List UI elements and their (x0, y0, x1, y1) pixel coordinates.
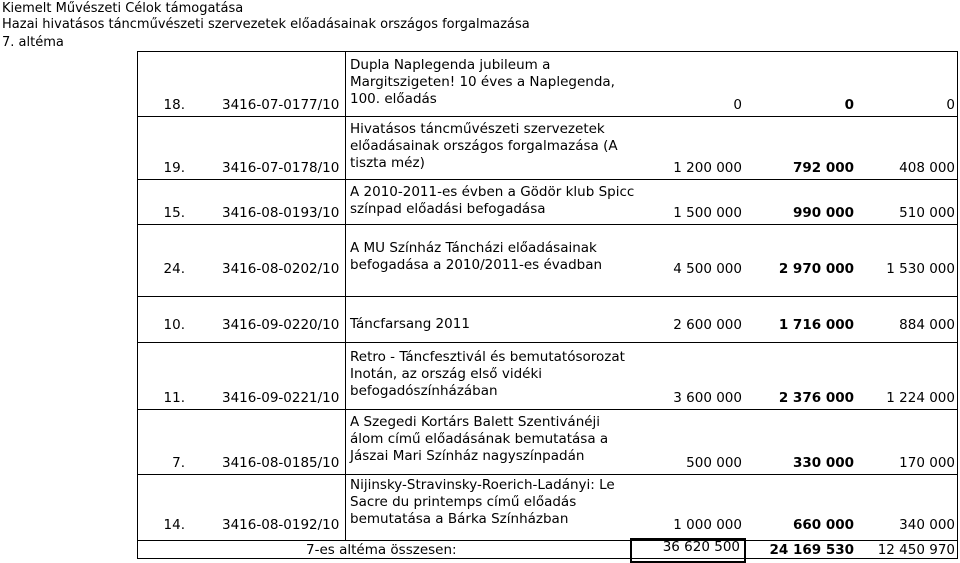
row-requested: 3 600 000 (673, 390, 742, 406)
row-code: 3416-08-0192/10 (222, 517, 340, 533)
row-divider (137, 540, 958, 541)
row-code: 3416-08-0185/10 (222, 455, 340, 471)
grid-line-top (137, 51, 958, 52)
header-subtheme: 7. altéma (2, 35, 64, 50)
grid-line-total-right (957, 540, 958, 559)
row-description: A Szegedi Kortárs Balett Szentivánéji álom című előadásának bemutatása a Jászai Mari Színház nagyszínpadán (350, 414, 609, 464)
row-requested: 1 200 000 (673, 160, 742, 176)
grid-line-bottom (137, 558, 958, 559)
row-divider (137, 179, 958, 180)
row-code: 3416-09-0220/10 (222, 317, 340, 333)
row-code: 3416-07-0177/10 (222, 97, 340, 113)
row-divider (137, 474, 958, 475)
total-requested: 36 620 500 (662, 539, 740, 555)
total-granted: 24 169 530 (769, 542, 854, 558)
row-code: 3416-08-0202/10 (222, 261, 340, 277)
grid-line-total-left (137, 540, 138, 559)
row-granted: 2 376 000 (778, 390, 854, 406)
row-code: 3416-09-0221/10 (222, 390, 340, 406)
row-divider (137, 224, 958, 225)
row-divider (137, 409, 958, 410)
row-description: Nijinsky-Stravinsky-Roerich-Ladányi: Le Sacre du printemps című előadás bemutatása a Bárka Színházban (350, 477, 615, 527)
row-advance: 0 (946, 97, 955, 113)
row-granted: 0 (844, 97, 854, 113)
row-number: 14. (163, 517, 185, 533)
total-advance: 12 450 970 (877, 542, 955, 558)
row-advance: 510 000 (899, 205, 955, 221)
row-description: Táncfarsang 2011 (350, 316, 470, 332)
row-advance: 408 000 (899, 160, 955, 176)
row-divider (137, 296, 958, 297)
row-granted: 792 000 (792, 160, 854, 176)
row-requested: 500 000 (686, 455, 742, 471)
row-granted: 990 000 (792, 205, 854, 221)
row-description: Retro - Táncfesztivál és bemutatósorozat Inotán, az ország első vidéki befogadószínházában (350, 349, 625, 399)
row-description: A MU Színház Táncházi előadásainak befogadása a 2010/2011-es évadban (350, 240, 603, 273)
row-number: 18. (163, 97, 185, 113)
row-requested: 1 000 000 (673, 517, 742, 533)
row-advance: 340 000 (899, 517, 955, 533)
row-advance: 884 000 (899, 317, 955, 333)
row-divider (137, 116, 958, 117)
row-code: 3416-08-0193/10 (222, 205, 340, 221)
row-granted: 2 970 000 (778, 261, 854, 277)
row-requested: 2 600 000 (673, 317, 742, 333)
row-number: 10. (163, 317, 185, 333)
row-granted: 660 000 (792, 517, 854, 533)
row-description: Dupla Naplegenda jubileum a Margitszigeten! 10 éves a Naplegenda, 100. előadás (350, 57, 615, 107)
row-number: 7. (172, 455, 185, 471)
header-title: Kiemelt Művészeti Célok támogatása (2, 1, 244, 16)
header-subtitle: Hazai hivatásos táncművészeti szervezetek előadásainak országos forgalmazása (2, 17, 530, 32)
row-requested: 1 500 000 (673, 205, 742, 221)
row-granted: 330 000 (792, 455, 854, 471)
row-advance: 1 224 000 (886, 390, 955, 406)
total-label: 7-es altéma összesen: (306, 542, 457, 558)
row-number: 19. (163, 160, 185, 176)
row-advance: 1 530 000 (886, 261, 955, 277)
row-requested: 0 (733, 97, 742, 113)
row-number: 11. (163, 390, 185, 406)
row-granted: 1 716 000 (778, 317, 854, 333)
row-divider (137, 342, 958, 343)
row-number: 24. (163, 261, 185, 277)
row-advance: 170 000 (899, 455, 955, 471)
row-number: 15. (163, 205, 185, 221)
row-description: A 2010-2011-es évben a Gödör klub Spicc színpad előadási befogadása (350, 184, 635, 217)
row-code: 3416-07-0178/10 (222, 160, 340, 176)
row-requested: 4 500 000 (673, 261, 742, 277)
row-description: Hivatásos táncművészeti szervezetek előadásainak országos forgalmazása (A tiszta méz) (350, 121, 618, 171)
